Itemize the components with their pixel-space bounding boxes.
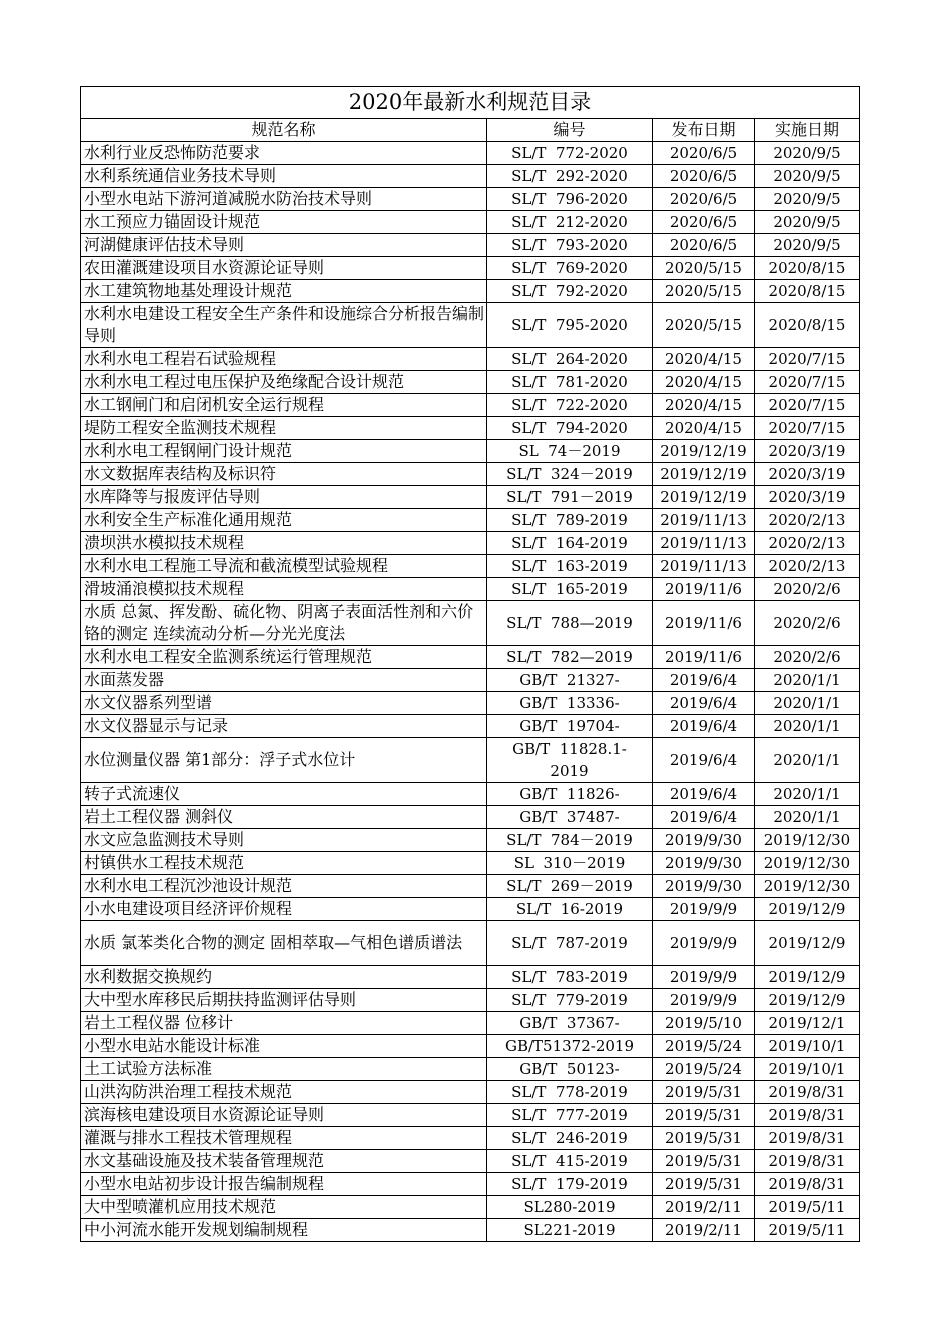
header-implement-date: 实施日期	[755, 119, 860, 142]
table-row	[81, 715, 860, 738]
table-row	[81, 463, 860, 486]
table-row	[81, 692, 860, 715]
table-row	[81, 1104, 860, 1127]
publish-date-cell: 2019/9/9	[653, 921, 755, 966]
implement-date-cell: 2020/1/1	[755, 783, 860, 806]
publish-date-cell: 2019/2/11	[653, 1219, 755, 1242]
implement-date-cell: 2020/1/1	[755, 692, 860, 715]
table-row	[81, 257, 860, 280]
implement-date-cell: 2020/9/5	[755, 234, 860, 257]
implement-date-cell: 2020/2/6	[755, 646, 860, 669]
standard-code-cell: SL 74－2019	[487, 440, 653, 463]
standard-name-cell: 水库降等与报废评估导则	[81, 486, 487, 509]
implement-date-cell: 2019/5/11	[755, 1196, 860, 1219]
table-row	[81, 1150, 860, 1173]
standard-code-cell: GB/T 21327-	[487, 669, 653, 692]
publish-date-cell: 2020/4/15	[653, 348, 755, 371]
standard-name-cell: 土工试验方法标准	[81, 1058, 487, 1081]
standard-name-cell: 小型水电站初步设计报告编制规程	[81, 1173, 487, 1196]
standard-name-cell: 村镇供水工程技术规范	[81, 852, 487, 875]
standard-code-cell: GB/T51372-2019	[487, 1035, 653, 1058]
publish-date-cell: 2020/4/15	[653, 394, 755, 417]
table-row	[81, 394, 860, 417]
standard-code-cell: SL/T 415-2019	[487, 1150, 653, 1173]
implement-date-cell: 2019/10/1	[755, 1035, 860, 1058]
publish-date-cell: 2019/6/4	[653, 738, 755, 783]
standard-name-cell: 水利水电工程沉沙池设计规范	[81, 875, 487, 898]
standard-name-cell: 水工钢闸门和启闭机安全运行规程	[81, 394, 487, 417]
table-row	[81, 738, 860, 783]
publish-date-cell: 2019/12/19	[653, 463, 755, 486]
implement-date-cell: 2020/1/1	[755, 715, 860, 738]
standard-name-cell: 水利水电工程过电压保护及绝缘配合设计规范	[81, 371, 487, 394]
table-row	[81, 165, 860, 188]
standard-code-cell: SL/T 793-2020	[487, 234, 653, 257]
implement-date-cell: 2020/7/15	[755, 371, 860, 394]
table-row	[81, 966, 860, 989]
publish-date-cell: 2019/5/31	[653, 1150, 755, 1173]
standard-code-cell: SL/T 796-2020	[487, 188, 653, 211]
implement-date-cell: 2020/2/13	[755, 532, 860, 555]
publish-date-cell: 2020/6/5	[653, 234, 755, 257]
publish-date-cell: 2020/6/5	[653, 188, 755, 211]
standard-name-cell: 水文仪器显示与记录	[81, 715, 487, 738]
table-row	[81, 211, 860, 234]
standard-code-cell: GB/T 19704-	[487, 715, 653, 738]
publish-date-cell: 2020/4/15	[653, 417, 755, 440]
standard-code-cell: SL/T 722-2020	[487, 394, 653, 417]
table-row	[81, 371, 860, 394]
table-row	[81, 852, 860, 875]
implement-date-cell: 2020/1/1	[755, 669, 860, 692]
standard-name-cell: 水利水电工程岩石试验规程	[81, 348, 487, 371]
implement-date-cell: 2019/8/31	[755, 1173, 860, 1196]
standard-code-cell: SL 310－2019	[487, 852, 653, 875]
implement-date-cell: 2019/8/31	[755, 1104, 860, 1127]
standard-code-cell: SL280-2019	[487, 1196, 653, 1219]
standard-name-cell: 转子式流速仪	[81, 783, 487, 806]
publish-date-cell: 2020/5/15	[653, 257, 755, 280]
table-row	[81, 989, 860, 1012]
implement-date-cell: 2019/12/9	[755, 966, 860, 989]
implement-date-cell: 2020/1/1	[755, 738, 860, 783]
publish-date-cell: 2019/9/9	[653, 898, 755, 921]
standard-code-cell: GB/T 37487-	[487, 806, 653, 829]
publish-date-cell: 2019/11/6	[653, 601, 755, 646]
standard-name-cell: 小型水电站下游河道减脱水防治技术导则	[81, 188, 487, 211]
standard-code-cell: SL/T 772-2020	[487, 142, 653, 165]
standard-code-cell: SL/T 792-2020	[487, 280, 653, 303]
standard-name-cell: 溃坝洪水模拟技术规程	[81, 532, 487, 555]
publish-date-cell: 2019/12/19	[653, 440, 755, 463]
standard-name-cell: 水工建筑物地基处理设计规范	[81, 280, 487, 303]
publish-date-cell: 2019/5/31	[653, 1081, 755, 1104]
implement-date-cell: 2019/8/31	[755, 1150, 860, 1173]
standard-name-cell: 灌溉与排水工程技术管理规程	[81, 1127, 487, 1150]
implement-date-cell: 2020/8/15	[755, 303, 860, 348]
publish-date-cell: 2020/5/15	[653, 280, 755, 303]
standard-name-cell: 水利水电工程施工导流和截流模型试验规程	[81, 555, 487, 578]
publish-date-cell: 2019/5/24	[653, 1035, 755, 1058]
standard-code-cell: SL/T 788—2019	[487, 601, 653, 646]
table-row	[81, 806, 860, 829]
publish-date-cell: 2019/6/4	[653, 715, 755, 738]
standard-code-cell: SL/T 777-2019	[487, 1104, 653, 1127]
header-row	[81, 119, 860, 142]
table-row	[81, 303, 860, 348]
publish-date-cell: 2019/11/13	[653, 555, 755, 578]
standard-code-cell: SL/T 264-2020	[487, 348, 653, 371]
standard-name-cell: 水文仪器系列型谱	[81, 692, 487, 715]
table-row	[81, 829, 860, 852]
standard-code-cell: SL221-2019	[487, 1219, 653, 1242]
table-row	[81, 532, 860, 555]
table-row	[81, 783, 860, 806]
table-row	[81, 1219, 860, 1242]
standard-name-cell: 水利数据交换规约	[81, 966, 487, 989]
publish-date-cell: 2019/5/31	[653, 1104, 755, 1127]
implement-date-cell: 2019/12/9	[755, 989, 860, 1012]
standard-code-cell: GB/T 37367-	[487, 1012, 653, 1035]
implement-date-cell: 2020/2/13	[755, 555, 860, 578]
standard-code-cell: SL/T 292-2020	[487, 165, 653, 188]
table-row	[81, 578, 860, 601]
standard-code-cell: SL/T 779-2019	[487, 989, 653, 1012]
standard-code-cell: SL/T 795-2020	[487, 303, 653, 348]
implement-date-cell: 2020/3/19	[755, 463, 860, 486]
implement-date-cell: 2019/12/1	[755, 1012, 860, 1035]
standard-code-cell: SL/T 16-2019	[487, 898, 653, 921]
header-code: 编号	[487, 119, 653, 142]
standard-name-cell: 水文应急监测技术导则	[81, 829, 487, 852]
table-row	[81, 1058, 860, 1081]
publish-date-cell: 2019/6/4	[653, 692, 755, 715]
standard-code-cell: SL/T 163-2019	[487, 555, 653, 578]
table-row	[81, 875, 860, 898]
publish-date-cell: 2019/6/4	[653, 669, 755, 692]
publish-date-cell: 2019/6/4	[653, 806, 755, 829]
standard-code-cell: SL/T 269－2019	[487, 875, 653, 898]
standard-code-cell: SL/T 179-2019	[487, 1173, 653, 1196]
standard-code-cell: SL/T 782—2019	[487, 646, 653, 669]
standard-name-cell: 水文数据库表结构及标识符	[81, 463, 487, 486]
publish-date-cell: 2019/11/13	[653, 532, 755, 555]
table-row	[81, 921, 860, 966]
standard-name-cell: 岩土工程仪器 测斜仪	[81, 806, 487, 829]
standard-code-cell: SL/T 789-2019	[487, 509, 653, 532]
publish-date-cell: 2020/6/5	[653, 165, 755, 188]
table-row	[81, 601, 860, 646]
table-row	[81, 1127, 860, 1150]
implement-date-cell: 2020/2/6	[755, 601, 860, 646]
table-row	[81, 234, 860, 257]
standard-code-cell: SL/T 324－2019	[487, 463, 653, 486]
standard-code-cell: SL/T 778-2019	[487, 1081, 653, 1104]
table-row	[81, 348, 860, 371]
implement-date-cell: 2020/1/1	[755, 806, 860, 829]
table-row	[81, 142, 860, 165]
table-body	[81, 142, 860, 1242]
standard-name-cell: 中小河流水能开发规划编制规程	[81, 1219, 487, 1242]
publish-date-cell: 2019/11/6	[653, 646, 755, 669]
publish-date-cell: 2019/12/19	[653, 486, 755, 509]
publish-date-cell: 2019/9/9	[653, 989, 755, 1012]
table-row	[81, 188, 860, 211]
standard-name-cell: 小型水电站水能设计标准	[81, 1035, 487, 1058]
table-row	[81, 1081, 860, 1104]
publish-date-cell: 2019/9/30	[653, 852, 755, 875]
table-row	[81, 440, 860, 463]
standard-code-cell: SL/T 794-2020	[487, 417, 653, 440]
publish-date-cell: 2019/11/6	[653, 578, 755, 601]
implement-date-cell: 2020/8/15	[755, 280, 860, 303]
table-row	[81, 509, 860, 532]
publish-date-cell: 2019/2/11	[653, 1196, 755, 1219]
publish-date-cell: 2019/9/30	[653, 829, 755, 852]
standard-name-cell: 山洪沟防洪治理工程技术规范	[81, 1081, 487, 1104]
publish-date-cell: 2019/5/10	[653, 1012, 755, 1035]
standard-name-cell: 水质 氯苯类化合物的测定 固相萃取—气相色谱质谱法	[81, 921, 487, 966]
publish-date-cell: 2019/9/30	[653, 875, 755, 898]
table-row	[81, 417, 860, 440]
publish-date-cell: 2020/6/5	[653, 142, 755, 165]
standard-name-cell: 水工预应力锚固设计规范	[81, 211, 487, 234]
standard-code-cell: GB/T 13336-	[487, 692, 653, 715]
table-row	[81, 1173, 860, 1196]
publish-date-cell: 2020/6/5	[653, 211, 755, 234]
implement-date-cell: 2020/7/15	[755, 348, 860, 371]
standard-code-cell: GB/T 11826-	[487, 783, 653, 806]
standard-name-cell: 农田灌溉建设项目水资源论证导则	[81, 257, 487, 280]
publish-date-cell: 2019/11/13	[653, 509, 755, 532]
standard-code-cell: SL/T 212-2020	[487, 211, 653, 234]
standard-name-cell: 水文基础设施及技术装备管理规范	[81, 1150, 487, 1173]
standard-name-cell: 水质 总氮、挥发酚、硫化物、阴离子表面活性剂和六价铬的测定 连续流动分析—分光光度法	[81, 601, 487, 646]
publish-date-cell: 2019/5/24	[653, 1058, 755, 1081]
standard-code-cell: SL/T 787-2019	[487, 921, 653, 966]
standard-name-cell: 岩土工程仪器 位移计	[81, 1012, 487, 1035]
standard-code-cell: GB/T 11828.1- 2019	[487, 738, 653, 783]
standard-name-cell: 小水电建设项目经济评价规程	[81, 898, 487, 921]
implement-date-cell: 2020/7/15	[755, 417, 860, 440]
standard-name-cell: 水面蒸发器	[81, 669, 487, 692]
standard-name-cell: 水利水电建设工程安全生产条件和设施综合分析报告编制导则	[81, 303, 487, 348]
standard-name-cell: 堤防工程安全监测技术规程	[81, 417, 487, 440]
implement-date-cell: 2019/12/30	[755, 875, 860, 898]
implement-date-cell: 2020/2/13	[755, 509, 860, 532]
page-title: 2020年最新水利规范目录	[81, 87, 860, 119]
implement-date-cell: 2019/5/11	[755, 1219, 860, 1242]
implement-date-cell: 2019/10/1	[755, 1058, 860, 1081]
standard-name-cell: 水利系统通信业务技术导则	[81, 165, 487, 188]
implement-date-cell: 2019/8/31	[755, 1127, 860, 1150]
table-row	[81, 1035, 860, 1058]
standard-code-cell: SL/T 164-2019	[487, 532, 653, 555]
table-row	[81, 280, 860, 303]
implement-date-cell: 2020/9/5	[755, 188, 860, 211]
implement-date-cell: 2020/3/19	[755, 486, 860, 509]
standard-code-cell: SL/T 769-2020	[487, 257, 653, 280]
standard-name-cell: 水利安全生产标准化通用规范	[81, 509, 487, 532]
implement-date-cell: 2020/9/5	[755, 142, 860, 165]
standard-code-cell: SL/T 784－2019	[487, 829, 653, 852]
implement-date-cell: 2019/12/30	[755, 852, 860, 875]
standard-name-cell: 大中型喷灌机应用技术规范	[81, 1196, 487, 1219]
standard-code-cell: SL/T 165-2019	[487, 578, 653, 601]
standard-code-cell: SL/T 791－2019	[487, 486, 653, 509]
standard-name-cell: 河湖健康评估技术导则	[81, 234, 487, 257]
publish-date-cell: 2019/5/31	[653, 1127, 755, 1150]
table-row	[81, 1196, 860, 1219]
publish-date-cell: 2020/4/15	[653, 371, 755, 394]
publish-date-cell: 2020/5/15	[653, 303, 755, 348]
standard-name-cell: 水利水电工程安全监测系统运行管理规范	[81, 646, 487, 669]
standard-name-cell: 水位测量仪器 第1部分：浮子式水位计	[81, 738, 487, 783]
implement-date-cell: 2020/8/15	[755, 257, 860, 280]
implement-date-cell: 2019/12/9	[755, 898, 860, 921]
table-row	[81, 669, 860, 692]
standard-code-cell: GB/T 50123-	[487, 1058, 653, 1081]
implement-date-cell: 2019/12/9	[755, 921, 860, 966]
implement-date-cell: 2020/7/15	[755, 394, 860, 417]
publish-date-cell: 2019/6/4	[653, 783, 755, 806]
standard-code-cell: SL/T 781-2020	[487, 371, 653, 394]
implement-date-cell: 2019/12/30	[755, 829, 860, 852]
standards-table	[80, 86, 860, 1242]
standard-name-cell: 滑坡涌浪模拟技术规程	[81, 578, 487, 601]
table-row	[81, 486, 860, 509]
publish-date-cell: 2019/9/9	[653, 966, 755, 989]
table-row	[81, 898, 860, 921]
standard-name-cell: 水利行业反恐怖防范要求	[81, 142, 487, 165]
implement-date-cell: 2020/3/19	[755, 440, 860, 463]
standard-name-cell: 大中型水库移民后期扶持监测评估导则	[81, 989, 487, 1012]
header-name: 规范名称	[81, 119, 487, 142]
standard-name-cell: 滨海核电建设项目水资源论证导则	[81, 1104, 487, 1127]
standard-code-cell: SL/T 246-2019	[487, 1127, 653, 1150]
implement-date-cell: 2019/8/31	[755, 1081, 860, 1104]
table-row	[81, 555, 860, 578]
standard-name-cell: 水利水电工程钢闸门设计规范	[81, 440, 487, 463]
table-row	[81, 1012, 860, 1035]
table-row	[81, 646, 860, 669]
implement-date-cell: 2020/9/5	[755, 211, 860, 234]
implement-date-cell: 2020/2/6	[755, 578, 860, 601]
header-publish-date: 发布日期	[653, 119, 755, 142]
implement-date-cell: 2020/9/5	[755, 165, 860, 188]
standard-code-cell: SL/T 783-2019	[487, 966, 653, 989]
publish-date-cell: 2019/5/31	[653, 1173, 755, 1196]
